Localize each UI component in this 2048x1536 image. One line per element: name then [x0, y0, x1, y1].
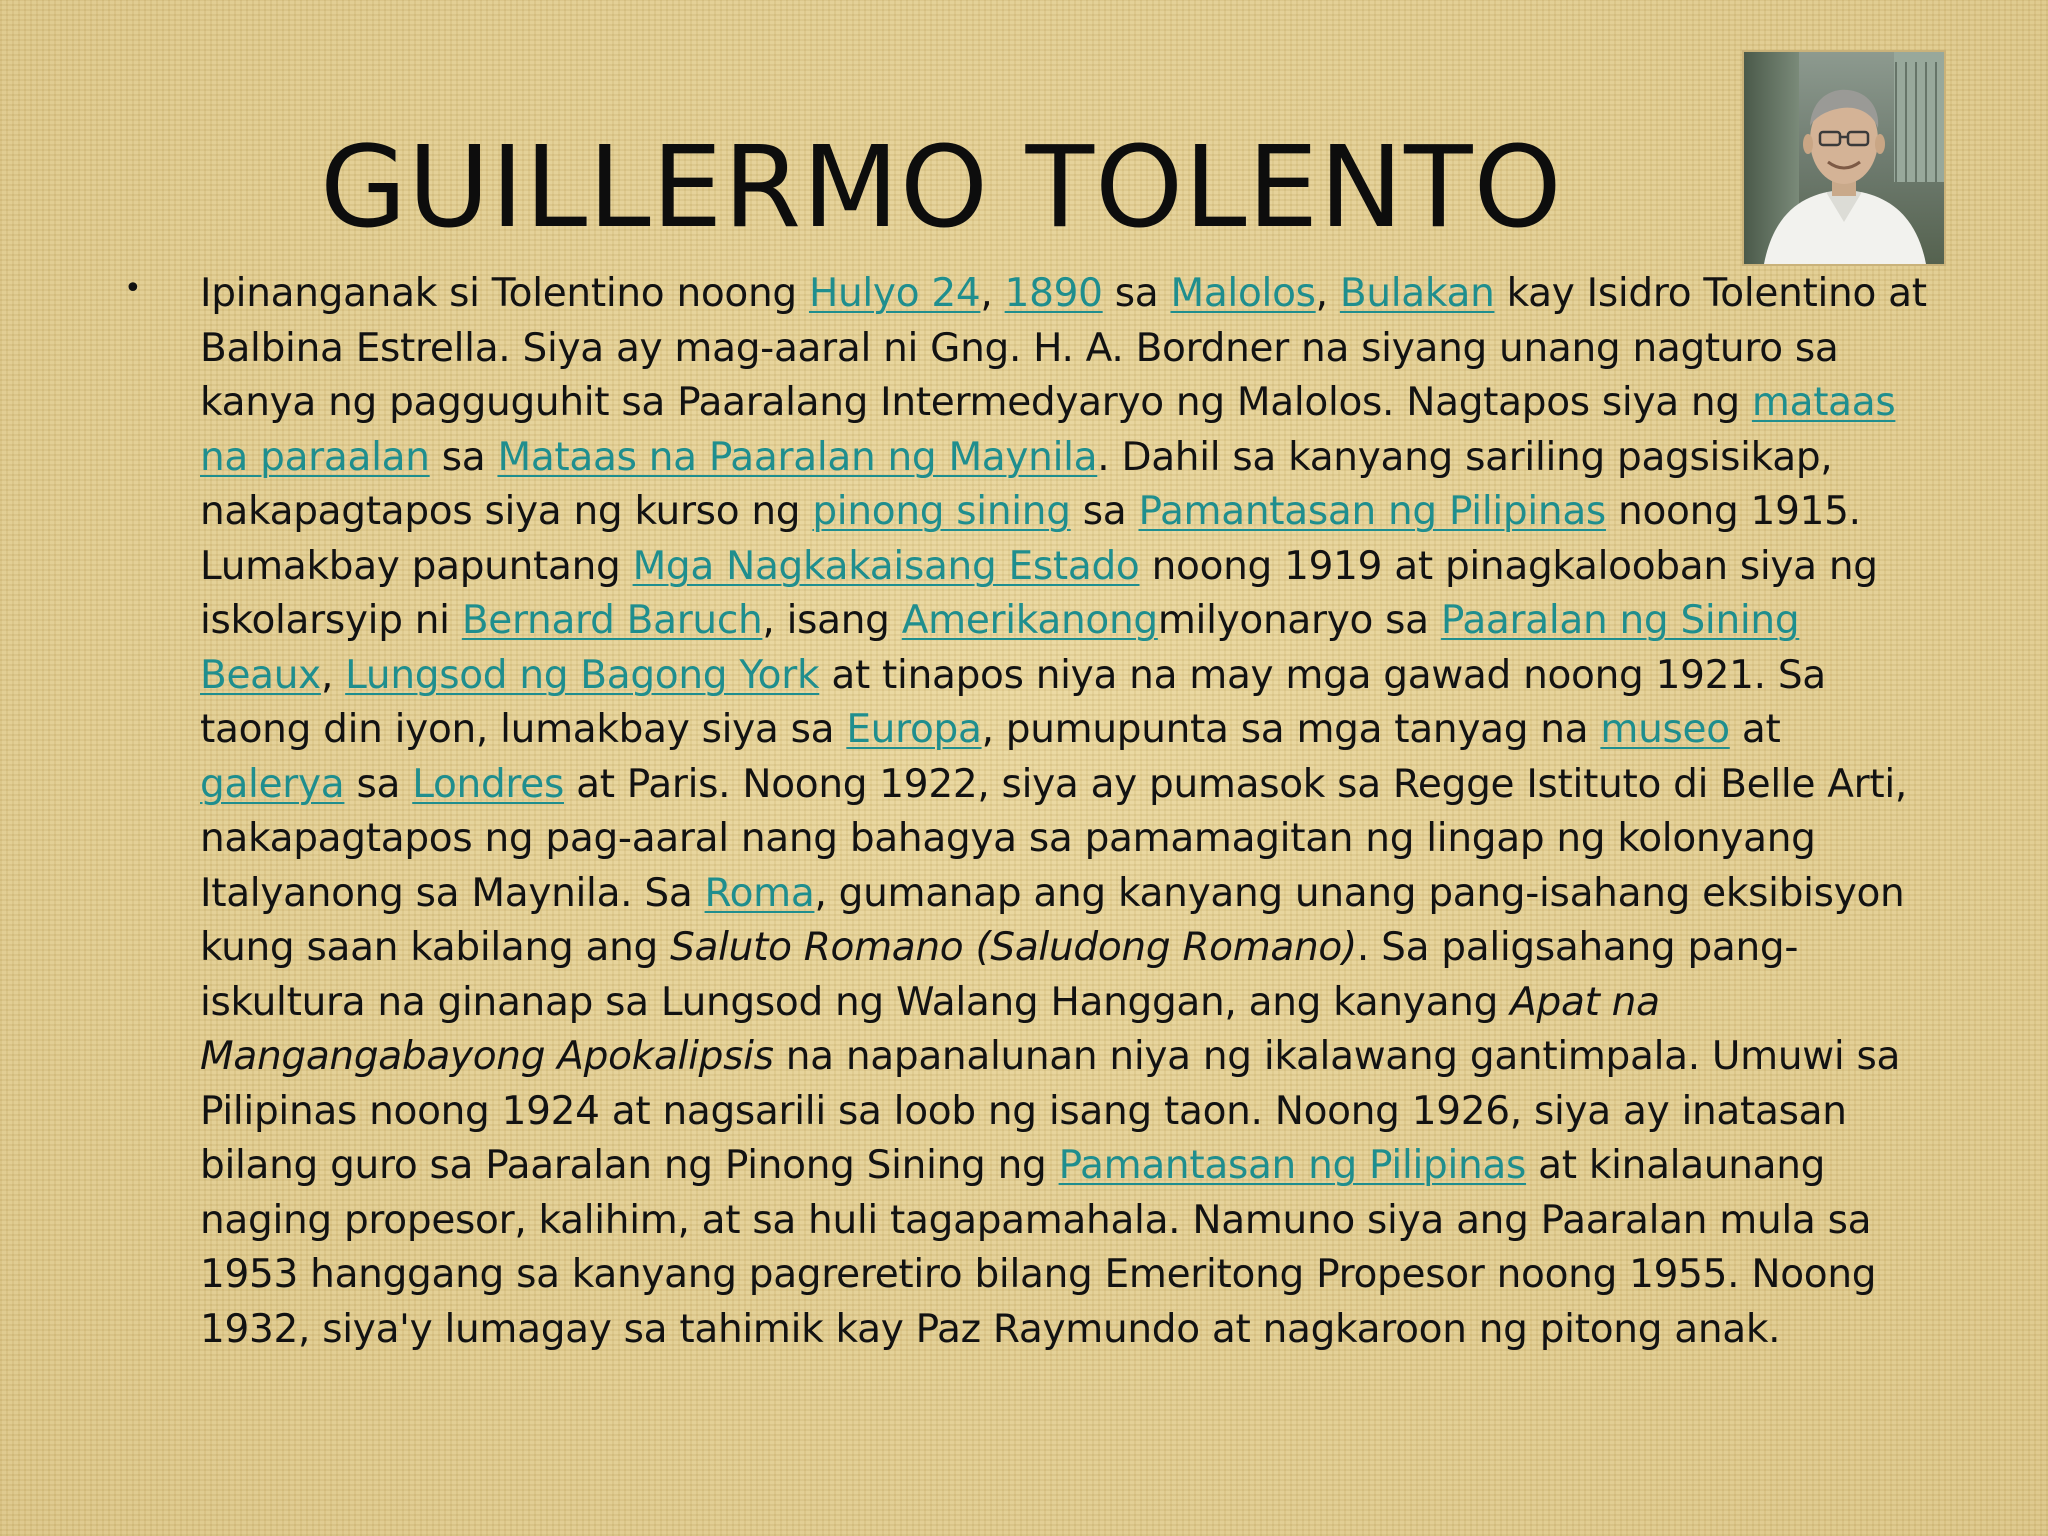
portrait-photo — [1742, 50, 1946, 266]
slide-title: GUILLERMO TOLENTO — [320, 123, 1563, 253]
text-run: noong 1919 at pinagkalooban siya ng iskolarsyip ni — [200, 543, 1878, 643]
text-run: at — [1729, 707, 1781, 752]
biography-paragraph — [200, 267, 1930, 1357]
text-run: milyonaryo sa — [1157, 598, 1441, 643]
text-run: Ipinanganak si Tolentino noong — [200, 271, 809, 316]
link-bernard-baruch[interactable]: Bernard Baruch — [461, 598, 763, 643]
portrait-image — [1744, 52, 1944, 264]
link-museo[interactable]: museo — [1600, 707, 1730, 752]
artwork-title-saluto-romano: Saluto Romano (Saludong Romano) — [670, 925, 1357, 970]
text-run: , — [320, 652, 346, 698]
text-run: na napanalunan niya ng ikalawang gantimpala. Umuwi sa Pilipinas noong 1924 at nagsarili sa loob ng isang taon. Noong 1926, siya ay inatasan bilang guro sa Paaralan ng Pinong Sining ng — [200, 1034, 1901, 1188]
text-run: at Paris. Noong 1922, siya ay pumasok sa Regge Istituto di Belle Arti, nakapagtapos ng pag-aaral nang bahagya sa pamamagitan ng lingap ng kolonyang Italyanong sa Maynila. Sa — [200, 761, 1907, 916]
link-1890[interactable]: 1890 — [1004, 271, 1103, 316]
link-pinong-sining[interactable]: pinong sining — [812, 489, 1071, 534]
link-galerya[interactable]: galerya — [200, 761, 345, 807]
link-bulakan[interactable]: Bulakan — [1339, 271, 1495, 316]
text-run: , — [1315, 271, 1340, 316]
link-mataas-na-paraalan[interactable]: mataas na paraalan — [200, 380, 1896, 480]
text-run: at kinalaunang naging propesor, kalihim, at sa huli tagapamahala. Namuno siya ang Paaralan mula sa 1953 hanggang sa kanyang pagreretiro bilang Emeritong Propesor noong 1955. Noong 1932, siya'y lumagay sa tahimik kay Paz Raymundo at nagkaroon ng pitong anak. — [200, 1143, 1877, 1352]
link-londres[interactable]: Londres — [412, 761, 564, 807]
link-paaralan-ng-sining-beaux[interactable]: Paaralan ng Sining Beaux — [200, 598, 1800, 698]
bullet-marker: • — [124, 271, 142, 306]
text-run: . Sa paligsahang pang-iskultura na ginanap sa Lungsod ng Walang Hanggan, ang kanyang — [200, 925, 1799, 1025]
text-run: at tinapos niya na may mga gawad noong 1921. Sa taong din iyon, lumakbay siya sa — [200, 652, 1826, 752]
artwork-title-apokalipsis: Apat na Mangangabayong Apokalipsis — [200, 979, 1660, 1079]
text-run: sa — [429, 434, 498, 480]
text-run: , isang — [762, 598, 902, 643]
link-mataas-na-paaralan-ng-maynila[interactable]: Mataas na Paaralan ng Maynila — [497, 434, 1098, 480]
text-run: , — [980, 271, 1005, 316]
text-run: . Dahil sa kanyang sariling pagsisikap, nakapagtapos siya ng kurso ng — [200, 434, 1833, 534]
link-roma[interactable]: Roma — [704, 870, 815, 916]
text-run: , gumanap ang kanyang unang pang-isahang eksibisyon kung saan kabilang ang — [200, 870, 1905, 970]
text-run: kay Isidro Tolentino at Balbina Estrella. Siya ay mag-aaral ni Gng. H. A. Bordner na siyang unang nagturo sa kanya ng pagguguhit sa Paaralang Intermedyaryo ng Malolos. Nagtapos siya ng — [200, 271, 1927, 425]
text-run: noong 1915. Lumakbay papuntang — [200, 489, 1861, 589]
link-lungsod-ng-bagong-york[interactable]: Lungsod ng Bagong York — [345, 652, 820, 698]
link-hulyo-24[interactable]: Hulyo 24 — [808, 271, 981, 316]
link-pamantasan-ng-pilipinas[interactable]: Pamantasan ng Pilipinas — [1138, 489, 1606, 534]
link-amerikanong[interactable]: Amerikanong — [901, 598, 1158, 643]
link-mga-nagkakaisang-estado[interactable]: Mga Nagkakaisang Estado — [632, 543, 1140, 589]
link-pamantasan-ng-pilipinas-2[interactable]: Pamantasan ng Pilipinas — [1058, 1143, 1527, 1188]
text-run: sa — [1070, 489, 1139, 534]
text-run: sa — [1102, 271, 1171, 316]
link-europa[interactable]: Europa — [846, 707, 982, 752]
text-run: , pumupunta sa mga tanyag na — [981, 707, 1601, 752]
link-malolos[interactable]: Malolos — [1170, 271, 1316, 316]
text-run: sa — [344, 761, 413, 807]
